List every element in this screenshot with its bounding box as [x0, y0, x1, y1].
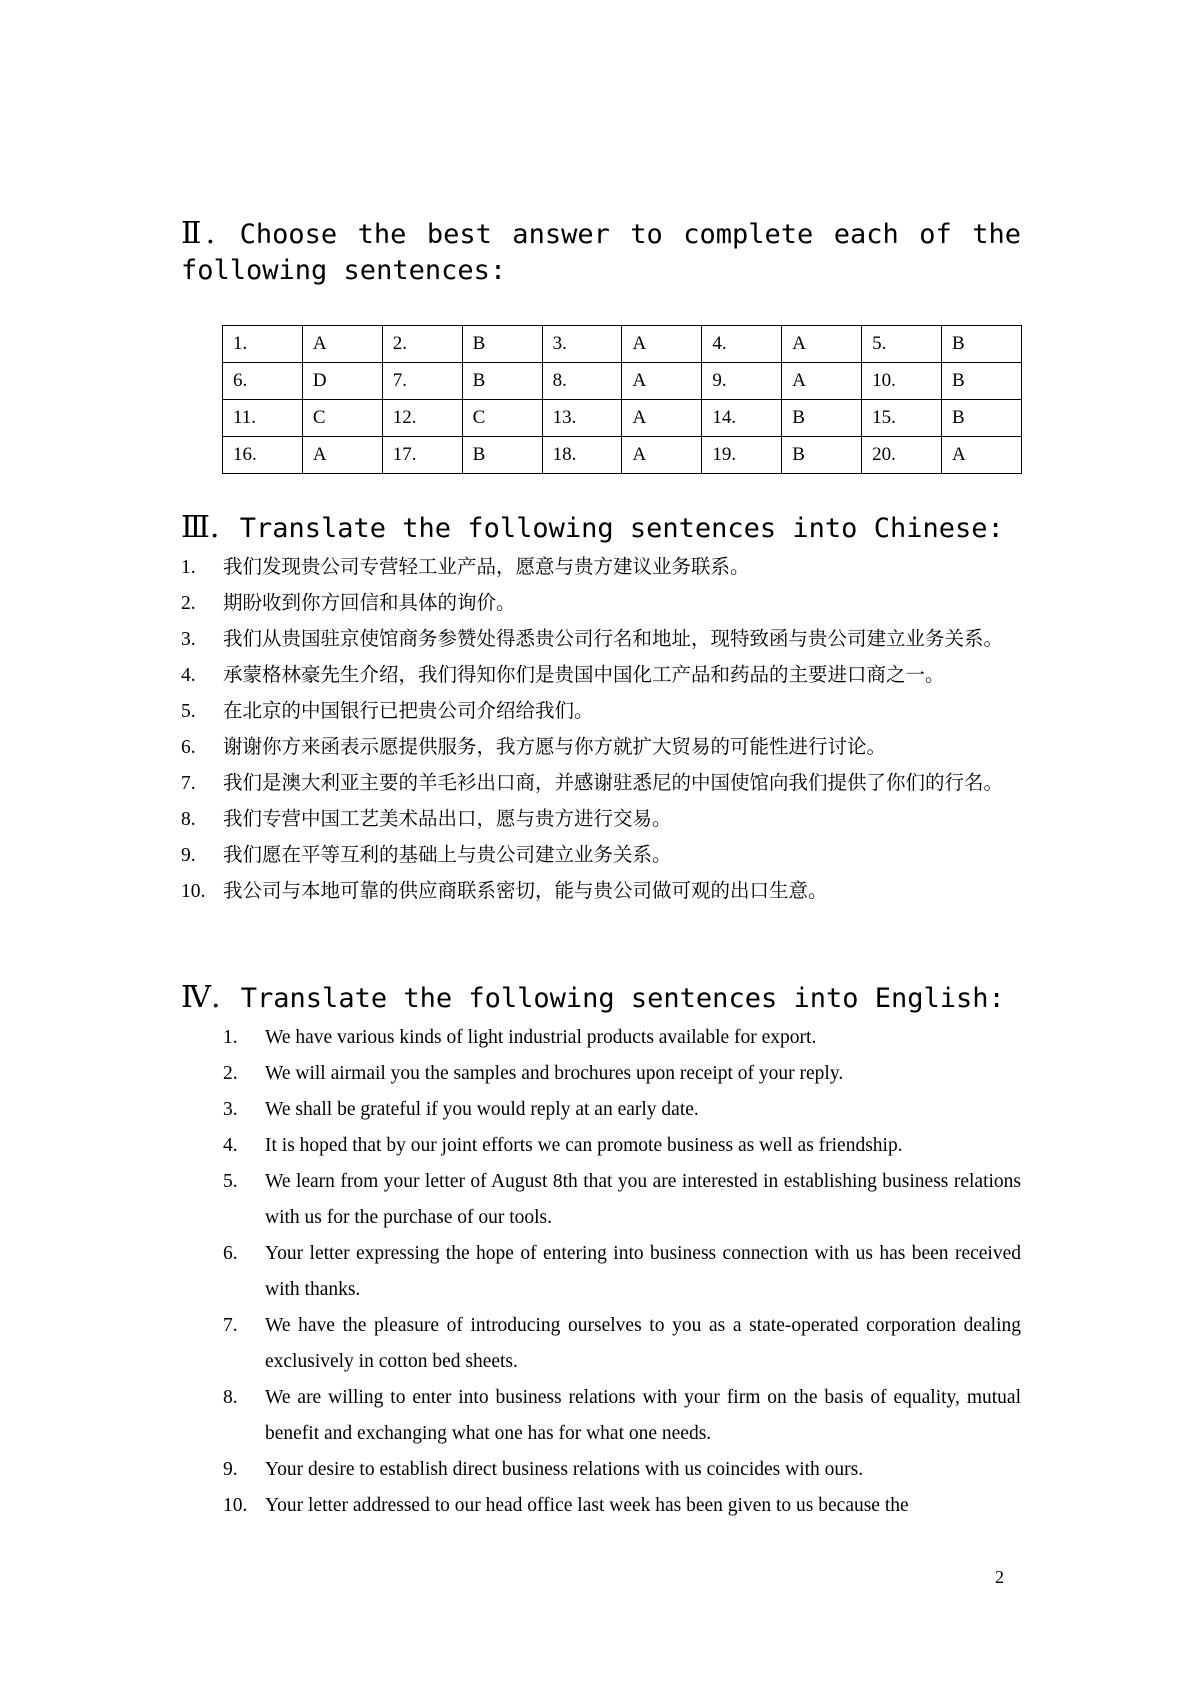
answer-row	[223, 400, 1022, 437]
answer-row	[223, 437, 1022, 474]
list-item	[181, 622, 1021, 658]
list-item	[223, 1020, 1021, 1056]
list-item	[181, 802, 1021, 838]
item-number: 4.	[223, 1135, 238, 1156]
answer-row	[223, 326, 1022, 363]
answer-letter-cell: B	[942, 363, 1022, 400]
question-number-cell: 3.	[542, 326, 622, 363]
item-number: 3.	[223, 1099, 238, 1120]
answer-letter-cell: A	[302, 326, 382, 363]
answer-letter-cell: B	[942, 326, 1022, 363]
item-number: 8.	[181, 809, 196, 830]
list-item	[181, 766, 1021, 802]
answer-letter-cell: A	[302, 437, 382, 474]
list-item	[223, 1488, 1021, 1524]
item-number: 10.	[181, 881, 206, 902]
question-number-cell: 15.	[862, 400, 942, 437]
question-number-cell: 20.	[862, 437, 942, 474]
question-number-cell: 1.	[223, 326, 303, 363]
list-item	[223, 1308, 1021, 1380]
question-number-cell: 16.	[223, 437, 303, 474]
section-2-heading	[181, 216, 1021, 289]
answer-letter-cell: A	[622, 363, 702, 400]
answer-letter-cell: C	[302, 400, 382, 437]
question-number-cell: 19.	[702, 437, 782, 474]
section-2-title: Choose the best answer to complete each of the following sentences:	[181, 219, 1021, 286]
section-3-roman-numeral: Ⅲ.	[181, 510, 220, 545]
question-number-cell: 4.	[702, 326, 782, 363]
item-text: Your desire to establish direct business relations with us coincides with ours.	[265, 1459, 864, 1480]
answer-key-table	[222, 325, 1022, 474]
question-number-cell: 7.	[382, 363, 462, 400]
list-item	[223, 1128, 1021, 1164]
answer-letter-cell: A	[782, 363, 862, 400]
item-text: 我们专营中国工艺美术品出口，愿与贵方进行交易。	[223, 809, 672, 830]
item-number: 1.	[181, 557, 196, 578]
answer-letter-cell: B	[462, 437, 542, 474]
item-text: We will airmail you the samples and brochures upon receipt of your reply.	[265, 1063, 844, 1084]
item-number: 4.	[181, 665, 196, 686]
question-number-cell: 12.	[382, 400, 462, 437]
item-text: Your letter addressed to our head office last week has been given to us because the	[265, 1495, 909, 1516]
page-number: 2	[995, 1567, 1004, 1587]
item-number: 5.	[181, 701, 196, 722]
item-number: 3.	[181, 629, 196, 650]
answer-letter-cell: B	[462, 326, 542, 363]
list-item	[181, 874, 1021, 910]
section-3-heading	[181, 510, 1021, 547]
question-number-cell: 9.	[702, 363, 782, 400]
item-text: 在北京的中国银行已把贵公司介绍给我们。	[223, 701, 594, 722]
answer-letter-cell: B	[462, 363, 542, 400]
item-number: 6.	[223, 1243, 238, 1264]
list-item	[181, 658, 1021, 694]
item-text: 我们从贵国驻京使馆商务参赞处得悉贵公司行名和地址，现特致函与贵公司建立业务关系。	[223, 629, 1004, 650]
answer-letter-cell: D	[302, 363, 382, 400]
question-number-cell: 5.	[862, 326, 942, 363]
list-item	[223, 1092, 1021, 1128]
section-4-title: Translate the following sentences into English:	[240, 983, 1005, 1014]
answer-letter-cell: A	[942, 437, 1022, 474]
item-text: 承蒙格林豪先生介绍，我们得知你们是贵国中国化工产品和药品的主要进口商之一。	[223, 665, 945, 686]
answer-letter-cell: A	[622, 437, 702, 474]
item-number: 1.	[223, 1027, 238, 1048]
question-number-cell: 14.	[702, 400, 782, 437]
item-text: Your letter expressing the hope of entering into business connection with us has been received with thanks.	[265, 1243, 1021, 1300]
item-number: 7.	[181, 773, 196, 794]
item-text: 我们愿在平等互利的基础上与贵公司建立业务关系。	[223, 845, 672, 866]
item-text: We are willing to enter into business relations with your firm on the basis of equality, mutual benefit and exchanging what one has for what one needs.	[265, 1387, 1021, 1444]
answer-letter-cell: A	[622, 400, 702, 437]
list-item	[181, 730, 1021, 766]
item-number: 2.	[181, 593, 196, 614]
question-number-cell: 10.	[862, 363, 942, 400]
item-text: 谢谢你方来函表示愿提供服务，我方愿与你方就扩大贸易的可能性进行讨论。	[223, 737, 887, 758]
question-number-cell: 18.	[542, 437, 622, 474]
english-translation-list	[223, 1020, 1021, 1524]
item-number: 5.	[223, 1171, 238, 1192]
list-item	[181, 586, 1021, 622]
item-number: 7.	[223, 1315, 238, 1336]
question-number-cell: 13.	[542, 400, 622, 437]
section-4-heading	[181, 980, 1021, 1017]
item-text: 期盼收到你方回信和具体的询价。	[223, 593, 516, 614]
list-item	[181, 550, 1021, 586]
list-item	[223, 1452, 1021, 1488]
item-number: 6.	[181, 737, 196, 758]
item-number: 10.	[223, 1495, 248, 1516]
answer-letter-cell: B	[782, 400, 862, 437]
item-text: We shall be grateful if you would reply at an early date.	[265, 1099, 699, 1120]
chinese-translation-list	[181, 550, 1021, 910]
item-number: 9.	[181, 845, 196, 866]
answer-letter-cell: A	[782, 326, 862, 363]
item-number: 2.	[223, 1063, 238, 1084]
list-item	[223, 1164, 1021, 1236]
list-item	[223, 1236, 1021, 1308]
list-item	[223, 1056, 1021, 1092]
item-text: 我公司与本地可靠的供应商联系密切，能与贵公司做可观的出口生意。	[223, 881, 828, 902]
answer-letter-cell: A	[622, 326, 702, 363]
item-text: We have the pleasure of introducing ourselves to you as a state-operated corporation dealing exclusively in cotton bed sheets.	[265, 1315, 1021, 1372]
item-text: We learn from your letter of August 8th that you are interested in establishing business relations with us for the purchase of our tools.	[265, 1171, 1021, 1228]
item-text: We have various kinds of light industrial products available for export.	[265, 1027, 817, 1048]
question-number-cell: 2.	[382, 326, 462, 363]
item-number: 9.	[223, 1459, 238, 1480]
item-text: 我们是澳大利亚主要的羊毛衫出口商，并感谢驻悉尼的中国使馆向我们提供了你们的行名。	[223, 773, 1004, 794]
answer-letter-cell: C	[462, 400, 542, 437]
answer-row	[223, 363, 1022, 400]
section-3-title: Translate the following sentences into Chinese:	[239, 513, 1004, 544]
answer-letter-cell: B	[782, 437, 862, 474]
item-number: 8.	[223, 1387, 238, 1408]
section-2-roman-numeral: Ⅱ.	[181, 216, 216, 251]
item-text: 我们发现贵公司专营轻工业产品，愿意与贵方建议业务联系。	[223, 557, 750, 578]
list-item	[181, 838, 1021, 874]
list-item	[181, 694, 1021, 730]
question-number-cell: 17.	[382, 437, 462, 474]
question-number-cell: 6.	[223, 363, 303, 400]
item-text: It is hoped that by our joint efforts we can promote business as well as friendship.	[265, 1135, 903, 1156]
section-4-roman-numeral: Ⅳ.	[181, 980, 221, 1015]
list-item	[223, 1380, 1021, 1452]
question-number-cell: 8.	[542, 363, 622, 400]
answer-letter-cell: B	[942, 400, 1022, 437]
question-number-cell: 11.	[223, 400, 303, 437]
